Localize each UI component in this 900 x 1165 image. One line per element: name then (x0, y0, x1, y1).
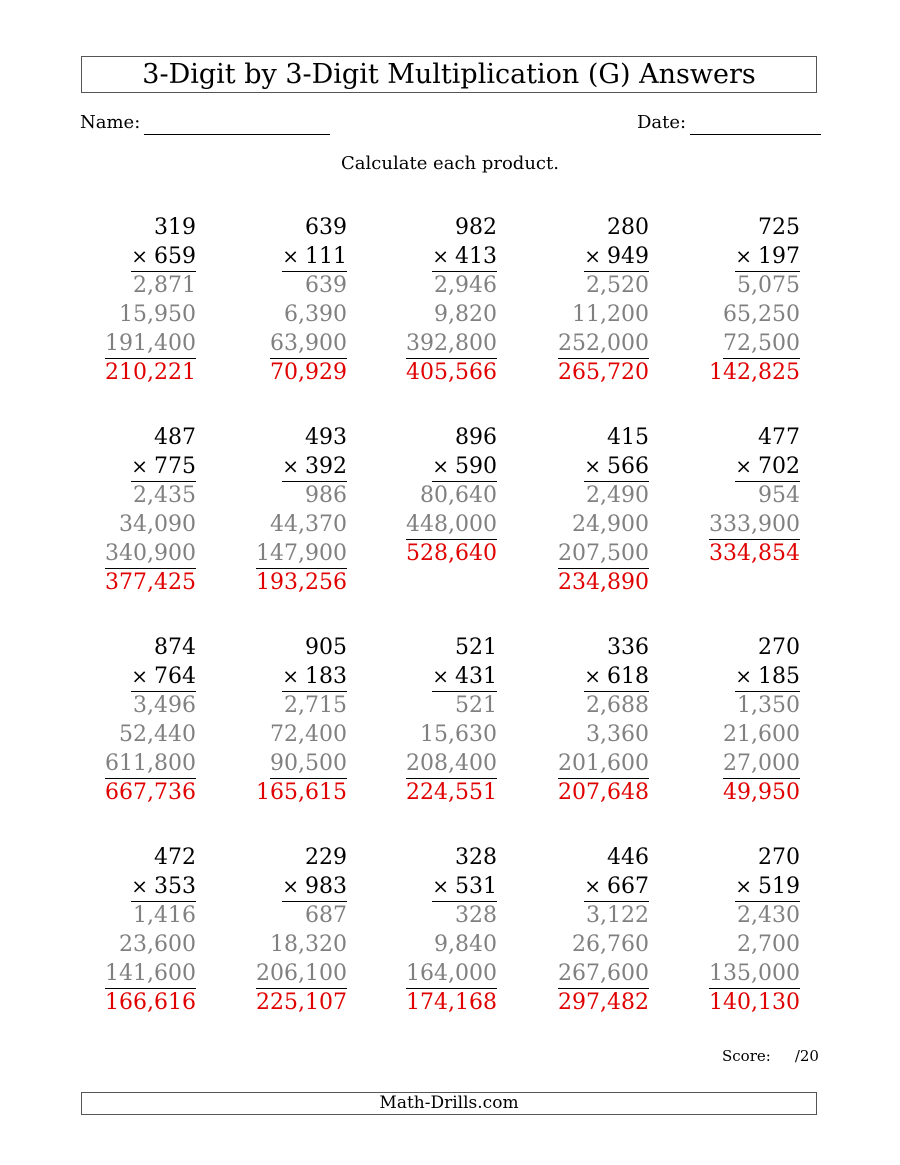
product-answer: 405,566 (406, 360, 497, 385)
partial-product: 23,600 (119, 932, 196, 957)
times-sign: × (131, 664, 148, 688)
problem-8 (367, 423, 497, 568)
partial-product: 44,370 (270, 512, 347, 537)
multiplicand: 905 (305, 635, 347, 660)
partial-product: 6,390 (284, 302, 347, 327)
instructions: Calculate each product. (341, 153, 559, 174)
problem-16 (66, 843, 196, 1017)
multiplier-value: 185 (758, 664, 800, 689)
partial-product: 9,840 (434, 932, 497, 957)
multiplier-value: 764 (154, 664, 196, 689)
problem-5 (670, 213, 800, 387)
multiplier (282, 452, 347, 482)
times-sign: × (432, 454, 449, 478)
partial-product: 986 (305, 483, 347, 508)
partial-product: 147,900 (256, 539, 347, 569)
multiplier (131, 452, 196, 482)
times-sign: × (432, 874, 449, 898)
partial-product: 3,496 (133, 693, 196, 718)
partial-product: 15,630 (420, 722, 497, 747)
partial-product: 328 (455, 903, 497, 928)
problem-17 (217, 843, 347, 1017)
partial-product: 2,715 (284, 693, 347, 718)
multiplier-value: 659 (154, 244, 196, 269)
multiplier-value: 949 (607, 244, 649, 269)
partial-product: 267,600 (558, 959, 649, 989)
problem-19 (519, 843, 649, 1017)
partial-product: 2,946 (434, 273, 497, 298)
problem-14 (519, 633, 649, 807)
footer-brand: Math-Drills.com (81, 1092, 817, 1115)
times-sign: × (432, 244, 449, 268)
times-sign: × (282, 454, 299, 478)
multiplier (432, 242, 497, 272)
multiplier-value: 531 (455, 874, 497, 899)
partial-product: 252,000 (558, 329, 649, 359)
product-answer: 140,130 (709, 990, 800, 1015)
multiplier (735, 242, 800, 272)
partial-product: 3,360 (586, 722, 649, 747)
partial-product: 34,090 (119, 512, 196, 537)
partial-product: 207,500 (558, 539, 649, 569)
partial-product: 687 (305, 903, 347, 928)
partial-product: 392,800 (406, 329, 497, 359)
product-answer: 142,825 (709, 360, 800, 385)
multiplicand: 446 (607, 845, 649, 870)
multiplier (282, 872, 347, 902)
problem-18 (367, 843, 497, 1017)
score-area (722, 1047, 819, 1065)
multiplicand: 725 (758, 215, 800, 240)
product-answer: 377,425 (105, 570, 196, 595)
problem-2 (217, 213, 347, 387)
partial-product: 27,000 (723, 749, 800, 779)
times-sign: × (282, 664, 299, 688)
product-answer: 193,256 (256, 570, 347, 595)
partial-product: 2,520 (586, 273, 649, 298)
name-label: Name: (80, 112, 141, 133)
times-sign: × (282, 244, 299, 268)
date-field-line (690, 134, 821, 135)
partial-product: 201,600 (558, 749, 649, 779)
multiplier (584, 662, 649, 692)
times-sign: × (131, 244, 148, 268)
partial-product: 72,500 (723, 329, 800, 359)
problem-7 (217, 423, 347, 597)
multiplier-value: 431 (455, 664, 497, 689)
multiplicand: 639 (305, 215, 347, 240)
times-sign: × (735, 244, 752, 268)
partial-product: 1,416 (133, 903, 196, 928)
partial-product: 5,075 (737, 273, 800, 298)
problem-6 (66, 423, 196, 597)
partial-product: 521 (455, 693, 497, 718)
product-answer: 528,640 (406, 541, 497, 566)
multiplier-value: 353 (154, 874, 196, 899)
multiplier (131, 242, 196, 272)
partial-product: 11,200 (572, 302, 649, 327)
multiplier (131, 872, 196, 902)
multiplier-value: 111 (305, 244, 347, 269)
partial-product: 15,950 (119, 302, 196, 327)
partial-product: 26,760 (572, 932, 649, 957)
partial-product: 340,900 (105, 539, 196, 569)
times-sign: × (131, 454, 148, 478)
partial-product: 2,435 (133, 483, 196, 508)
partial-product: 208,400 (406, 749, 497, 779)
partial-product: 141,600 (105, 959, 196, 989)
problem-12 (217, 633, 347, 807)
product-answer: 70,929 (270, 360, 347, 385)
problem-10 (670, 423, 800, 568)
multiplicand: 896 (455, 425, 497, 450)
problem-4 (519, 213, 649, 387)
multiplier (131, 662, 196, 692)
multiplicand: 521 (455, 635, 497, 660)
date-label: Date: (637, 112, 687, 133)
problem-9 (519, 423, 649, 597)
times-sign: × (735, 664, 752, 688)
multiplier (432, 662, 497, 692)
problem-20 (670, 843, 800, 1017)
partial-product: 52,440 (119, 722, 196, 747)
partial-product: 448,000 (406, 510, 497, 540)
multiplier-value: 183 (305, 664, 347, 689)
partial-product: 164,000 (406, 959, 497, 989)
partial-product: 65,250 (723, 302, 800, 327)
multiplier (282, 662, 347, 692)
problem-13 (367, 633, 497, 807)
partial-product: 3,122 (586, 903, 649, 928)
multiplier (584, 872, 649, 902)
partial-product: 191,400 (105, 329, 196, 359)
multiplicand: 493 (305, 425, 347, 450)
partial-product: 2,700 (737, 932, 800, 957)
multiplier (282, 242, 347, 272)
partial-product: 72,400 (270, 722, 347, 747)
product-answer: 225,107 (256, 990, 347, 1015)
partial-product: 2,490 (586, 483, 649, 508)
product-answer: 207,648 (558, 780, 649, 805)
multiplier (584, 452, 649, 482)
multiplicand: 270 (758, 635, 800, 660)
times-sign: × (584, 664, 601, 688)
partial-product: 2,871 (133, 273, 196, 298)
multiplicand: 336 (607, 635, 649, 660)
partial-product: 1,350 (737, 693, 800, 718)
multiplier-value: 519 (758, 874, 800, 899)
multiplicand: 229 (305, 845, 347, 870)
multiplicand: 328 (455, 845, 497, 870)
product-answer: 334,854 (709, 541, 800, 566)
product-answer: 234,890 (558, 570, 649, 595)
partial-product: 18,320 (270, 932, 347, 957)
times-sign: × (282, 874, 299, 898)
partial-product: 21,600 (723, 722, 800, 747)
multiplicand: 472 (154, 845, 196, 870)
multiplier (735, 662, 800, 692)
partial-product: 2,430 (737, 903, 800, 928)
times-sign: × (432, 664, 449, 688)
partial-product: 639 (305, 273, 347, 298)
product-answer: 297,482 (558, 990, 649, 1015)
multiplier (584, 242, 649, 272)
multiplier (735, 872, 800, 902)
multiplier-value: 702 (758, 454, 800, 479)
problem-3 (367, 213, 497, 387)
times-sign: × (584, 874, 601, 898)
partial-product: 333,900 (709, 510, 800, 540)
partial-product: 954 (758, 483, 800, 508)
multiplicand: 477 (758, 425, 800, 450)
multiplicand: 487 (154, 425, 196, 450)
worksheet-title: 3-Digit by 3-Digit Multiplication (G) Answers (81, 56, 817, 93)
product-answer: 265,720 (558, 360, 649, 385)
partial-product: 9,820 (434, 302, 497, 327)
multiplier (735, 452, 800, 482)
times-sign: × (735, 874, 752, 898)
multiplier-value: 667 (607, 874, 649, 899)
multiplicand: 415 (607, 425, 649, 450)
partial-product: 90,500 (270, 749, 347, 779)
problem-15 (670, 633, 800, 807)
problem-11 (66, 633, 196, 807)
multiplier-value: 590 (455, 454, 497, 479)
multiplier-value: 618 (607, 664, 649, 689)
multiplicand: 280 (607, 215, 649, 240)
multiplicand: 874 (154, 635, 196, 660)
score-denominator: /20 (794, 1047, 819, 1065)
multiplier-value: 413 (455, 244, 497, 269)
partial-product: 24,900 (572, 512, 649, 537)
partial-product: 206,100 (256, 959, 347, 989)
partial-product: 63,900 (270, 329, 347, 359)
multiplicand: 270 (758, 845, 800, 870)
multiplier (432, 872, 497, 902)
partial-product: 80,640 (420, 483, 497, 508)
product-answer: 166,616 (105, 990, 196, 1015)
partial-product: 135,000 (709, 959, 800, 989)
product-answer: 49,950 (723, 780, 800, 805)
multiplicand: 319 (154, 215, 196, 240)
multiplier-value: 197 (758, 244, 800, 269)
product-answer: 165,615 (256, 780, 347, 805)
product-answer: 174,168 (406, 990, 497, 1015)
partial-product: 611,800 (105, 749, 196, 779)
multiplier-value: 392 (305, 454, 347, 479)
multiplier (432, 452, 497, 482)
multiplicand: 982 (455, 215, 497, 240)
problem-1 (66, 213, 196, 387)
product-answer: 667,736 (105, 780, 196, 805)
times-sign: × (584, 454, 601, 478)
multiplier-value: 775 (154, 454, 196, 479)
product-answer: 224,551 (406, 780, 497, 805)
times-sign: × (131, 874, 148, 898)
score-label: Score: (722, 1047, 771, 1065)
product-answer: 210,221 (105, 360, 196, 385)
partial-product: 2,688 (586, 693, 649, 718)
times-sign: × (584, 244, 601, 268)
name-field-line (144, 134, 330, 135)
times-sign: × (735, 454, 752, 478)
multiplier-value: 983 (305, 874, 347, 899)
multiplier-value: 566 (607, 454, 649, 479)
